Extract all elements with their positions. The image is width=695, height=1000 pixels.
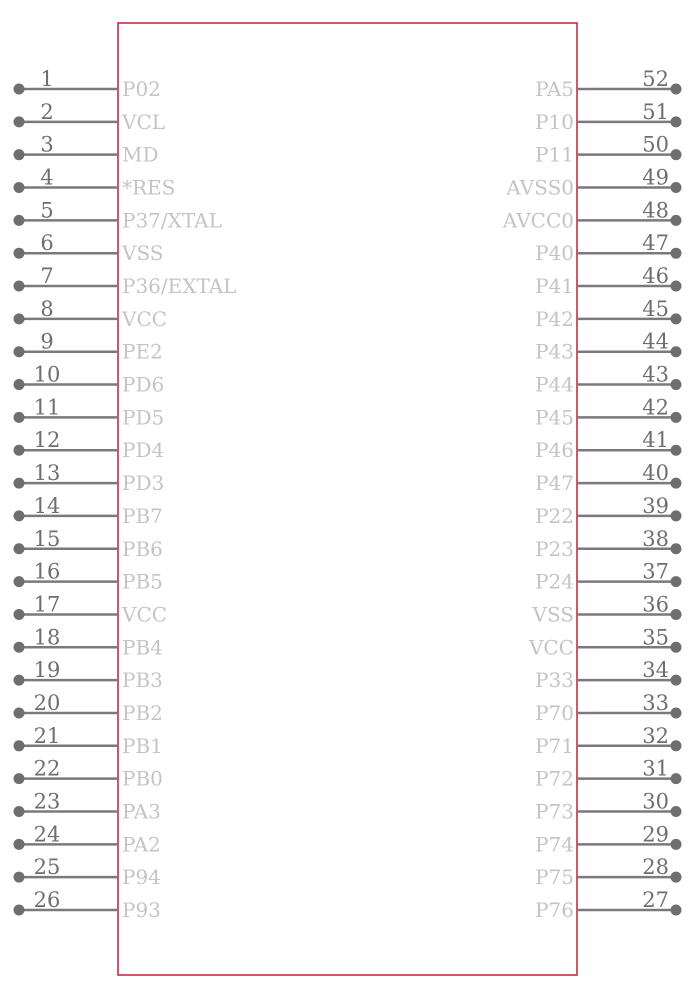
pin-46 (535, 264, 681, 298)
pin-number: 23 (33, 789, 61, 814)
pin-endpoint-dot (14, 806, 25, 817)
pin-number: 15 (33, 526, 61, 551)
pin-48 (502, 198, 682, 232)
pin-endpoint-dot (671, 445, 682, 456)
pin-number: 35 (642, 625, 669, 650)
pin-endpoint-dot (671, 905, 682, 916)
pin-number: 22 (33, 756, 61, 781)
pin-number: 19 (33, 658, 61, 683)
pin-18 (14, 625, 163, 659)
pin-36 (532, 592, 682, 626)
pin-41 (535, 428, 681, 462)
pin-11 (14, 395, 165, 429)
pin-endpoint-dot (14, 182, 25, 193)
pin-8 (14, 297, 168, 331)
pin-4 (14, 166, 176, 200)
pin-endpoint-dot (14, 84, 25, 95)
pin-label: PA3 (122, 799, 161, 824)
pin-label: P72 (535, 766, 574, 791)
pin-endpoint-dot (14, 510, 25, 521)
pin-number: 9 (40, 329, 54, 354)
pin-number: 46 (642, 264, 669, 289)
pin-number: 34 (642, 658, 669, 683)
pin-label: P43 (535, 339, 574, 364)
pin-endpoint-dot (14, 281, 25, 292)
pin-label: PB5 (122, 569, 163, 594)
pin-40 (535, 461, 681, 495)
pin-number: 24 (33, 822, 61, 847)
pin-number: 40 (642, 461, 669, 486)
pin-label: MD (122, 142, 159, 167)
pin-endpoint-dot (671, 806, 682, 817)
pin-endpoint-dot (14, 543, 25, 554)
pin-label: P37/XTAL (122, 208, 222, 233)
pin-28 (535, 855, 681, 889)
pin-number: 37 (642, 559, 669, 584)
pin-number: 45 (642, 296, 669, 321)
pin-number: 26 (33, 888, 61, 912)
pin-35 (528, 625, 682, 659)
pin-label: P73 (535, 799, 574, 824)
pin-number: 7 (40, 264, 54, 289)
pin-endpoint-dot (671, 116, 682, 127)
pin-number: 6 (40, 231, 54, 256)
pin-number: 33 (642, 690, 669, 715)
pin-26 (14, 888, 161, 922)
pin-21 (14, 724, 163, 758)
pin-49 (505, 166, 681, 200)
pin-endpoint-dot (14, 478, 25, 489)
pin-endpoint-dot (14, 149, 25, 160)
pin-endpoint-dot (671, 346, 682, 357)
pin-endpoint-dot (14, 872, 25, 883)
pin-13 (14, 461, 165, 495)
pin-number: 4 (40, 165, 54, 190)
pin-endpoint-dot (671, 84, 682, 95)
pin-number: 51 (642, 99, 669, 124)
pin-number: 10 (33, 362, 61, 387)
pin-22 (14, 757, 163, 791)
pin-label: P40 (535, 241, 574, 266)
pin-label: PB6 (122, 536, 163, 561)
pin-label: PB0 (122, 766, 163, 791)
pin-label: P71 (535, 733, 574, 758)
pin-10 (14, 363, 165, 397)
pin-endpoint-dot (671, 609, 682, 620)
pin-endpoint-dot (14, 839, 25, 850)
pin-3 (14, 133, 159, 167)
pin-endpoint-dot (671, 543, 682, 554)
pin-label: P93 (122, 898, 161, 922)
pin-endpoint-dot (671, 182, 682, 193)
pin-label: P47 (535, 471, 574, 496)
pin-16 (14, 560, 163, 594)
pin-endpoint-dot (671, 510, 682, 521)
pin-endpoint-dot (14, 642, 25, 653)
pin-label: P10 (535, 109, 574, 134)
pin-label: VCC (122, 306, 168, 331)
pin-label: P11 (535, 142, 574, 167)
pin-label: P36/EXTAL (122, 274, 237, 299)
pin-endpoint-dot (14, 215, 25, 226)
pin-32 (535, 724, 681, 758)
pin-label: AVSS0 (506, 175, 574, 200)
pin-number: 41 (642, 428, 669, 453)
pin-number: 43 (642, 362, 669, 387)
pin-endpoint-dot (14, 313, 25, 324)
pin-45 (535, 297, 681, 331)
pin-47 (535, 231, 681, 265)
pin-label: PA2 (122, 832, 161, 857)
pin-33 (535, 691, 681, 725)
pin-label: VCC (528, 635, 574, 660)
pin-29 (535, 822, 681, 856)
chip-body-outline (118, 23, 577, 975)
pin-52 (535, 67, 681, 101)
pin-number: 44 (642, 329, 669, 354)
pin-34 (535, 658, 681, 692)
pin-label: P41 (535, 274, 574, 299)
pin-label: P76 (535, 898, 574, 922)
pin-label: PD4 (122, 438, 165, 463)
pin-endpoint-dot (671, 773, 682, 784)
pin-31 (535, 757, 681, 791)
pin-number: 30 (642, 789, 669, 814)
pin-number: 21 (33, 723, 61, 748)
pin-label: P75 (535, 865, 574, 890)
pin-number: 49 (642, 165, 669, 190)
pin-number: 32 (642, 723, 669, 748)
pin-number: 39 (642, 493, 669, 518)
pin-number: 3 (40, 132, 54, 157)
pin-number: 16 (33, 559, 61, 584)
pin-label: VSS (532, 602, 574, 627)
pin-endpoint-dot (14, 576, 25, 587)
pin-label: *RES (122, 175, 176, 200)
pin-17 (14, 592, 168, 626)
pin-number: 2 (40, 99, 54, 124)
pin-endpoint-dot (14, 773, 25, 784)
pin-endpoint-dot (671, 313, 682, 324)
pin-label: PB1 (122, 733, 163, 758)
pin-endpoint-dot (671, 215, 682, 226)
pin-endpoint-dot (671, 872, 682, 883)
pin-37 (535, 560, 681, 594)
pin-endpoint-dot (671, 248, 682, 259)
pin-endpoint-dot (14, 116, 25, 127)
pin-label: PB3 (122, 668, 163, 693)
pin-39 (535, 494, 681, 528)
pin-label: PD5 (122, 405, 165, 430)
pin-12 (14, 428, 165, 462)
pin-label: PB2 (122, 700, 163, 725)
pin-endpoint-dot (671, 149, 682, 160)
pin-label: PE2 (122, 339, 163, 364)
pin-endpoint-dot (671, 642, 682, 653)
pin-label: VSS (122, 241, 164, 266)
pin-14 (14, 494, 163, 528)
pin-number: 29 (642, 822, 669, 847)
pin-label: PD3 (122, 471, 165, 496)
pin-number: 17 (33, 592, 61, 617)
pin-label: P42 (535, 306, 574, 331)
pin-1 (14, 67, 161, 101)
pin-number: 1 (40, 67, 54, 91)
pin-endpoint-dot (671, 412, 682, 423)
pin-endpoint-dot (671, 379, 682, 390)
pin-endpoint-dot (671, 281, 682, 292)
pin-endpoint-dot (14, 248, 25, 259)
pin-endpoint-dot (671, 478, 682, 489)
pin-2 (14, 100, 166, 134)
pin-label: PD6 (122, 372, 165, 397)
pin-number: 5 (40, 198, 54, 223)
pin-50 (535, 133, 681, 167)
pin-number: 31 (642, 756, 669, 781)
pin-endpoint-dot (671, 839, 682, 850)
pin-label: PB7 (122, 503, 163, 528)
pin-label: P44 (535, 372, 574, 397)
pin-label: VCL (122, 109, 166, 134)
pin-number: 12 (33, 428, 61, 453)
pin-30 (535, 789, 681, 823)
pin-endpoint-dot (14, 609, 25, 620)
pin-24 (14, 822, 161, 856)
pin-number: 20 (33, 690, 61, 715)
pin-endpoint-dot (14, 412, 25, 423)
pin-43 (535, 363, 681, 397)
pin-label: PB4 (122, 635, 163, 660)
pin-20 (14, 691, 163, 725)
pin-number: 11 (33, 395, 61, 420)
pin-number: 38 (642, 526, 669, 551)
pin-42 (535, 395, 681, 429)
pin-25 (14, 855, 161, 889)
pin-15 (14, 527, 163, 561)
left-pin-column (14, 67, 237, 922)
pin-number: 25 (33, 855, 61, 880)
pin-6 (14, 231, 164, 265)
pin-label: P24 (535, 569, 574, 594)
pin-number: 18 (33, 625, 61, 650)
pin-endpoint-dot (14, 379, 25, 390)
pin-endpoint-dot (671, 740, 682, 751)
pin-endpoint-dot (671, 576, 682, 587)
pin-19 (14, 658, 163, 692)
pin-7 (14, 264, 237, 298)
pin-label: P46 (535, 438, 574, 463)
pin-label: P45 (535, 405, 574, 430)
right-pin-column (502, 67, 682, 922)
pin-endpoint-dot (14, 445, 25, 456)
pin-endpoint-dot (14, 905, 25, 916)
pin-number: 50 (642, 132, 669, 157)
pin-number: 36 (642, 592, 669, 617)
pin-27 (535, 888, 681, 922)
pin-51 (535, 100, 681, 134)
pin-number: 8 (40, 296, 54, 321)
pin-label: P33 (535, 668, 574, 693)
pin-endpoint-dot (14, 707, 25, 718)
pin-endpoint-dot (671, 707, 682, 718)
pin-number: 13 (33, 461, 61, 486)
pin-number: 14 (33, 493, 61, 518)
pin-label: P70 (535, 700, 574, 725)
pin-label: P23 (535, 536, 574, 561)
pin-endpoint-dot (671, 675, 682, 686)
pin-number: 52 (642, 67, 669, 91)
pin-44 (535, 330, 681, 364)
pin-label: AVCC0 (502, 208, 574, 233)
pin-label: P74 (535, 832, 574, 857)
pin-23 (14, 789, 161, 823)
pin-label: P02 (122, 77, 161, 101)
pin-label: VCC (122, 602, 168, 627)
pin-endpoint-dot (14, 346, 25, 357)
pin-label: PA5 (535, 77, 574, 101)
pin-endpoint-dot (14, 675, 25, 686)
pin-label: P94 (122, 865, 161, 890)
pin-38 (535, 527, 681, 561)
pin-number: 47 (642, 231, 669, 256)
pin-number: 42 (642, 395, 669, 420)
pin-number: 28 (642, 855, 669, 880)
pin-9 (14, 330, 163, 364)
pin-label: P22 (535, 503, 574, 528)
pin-number: 27 (642, 888, 669, 912)
pin-endpoint-dot (14, 740, 25, 751)
pin-number: 48 (642, 198, 669, 223)
